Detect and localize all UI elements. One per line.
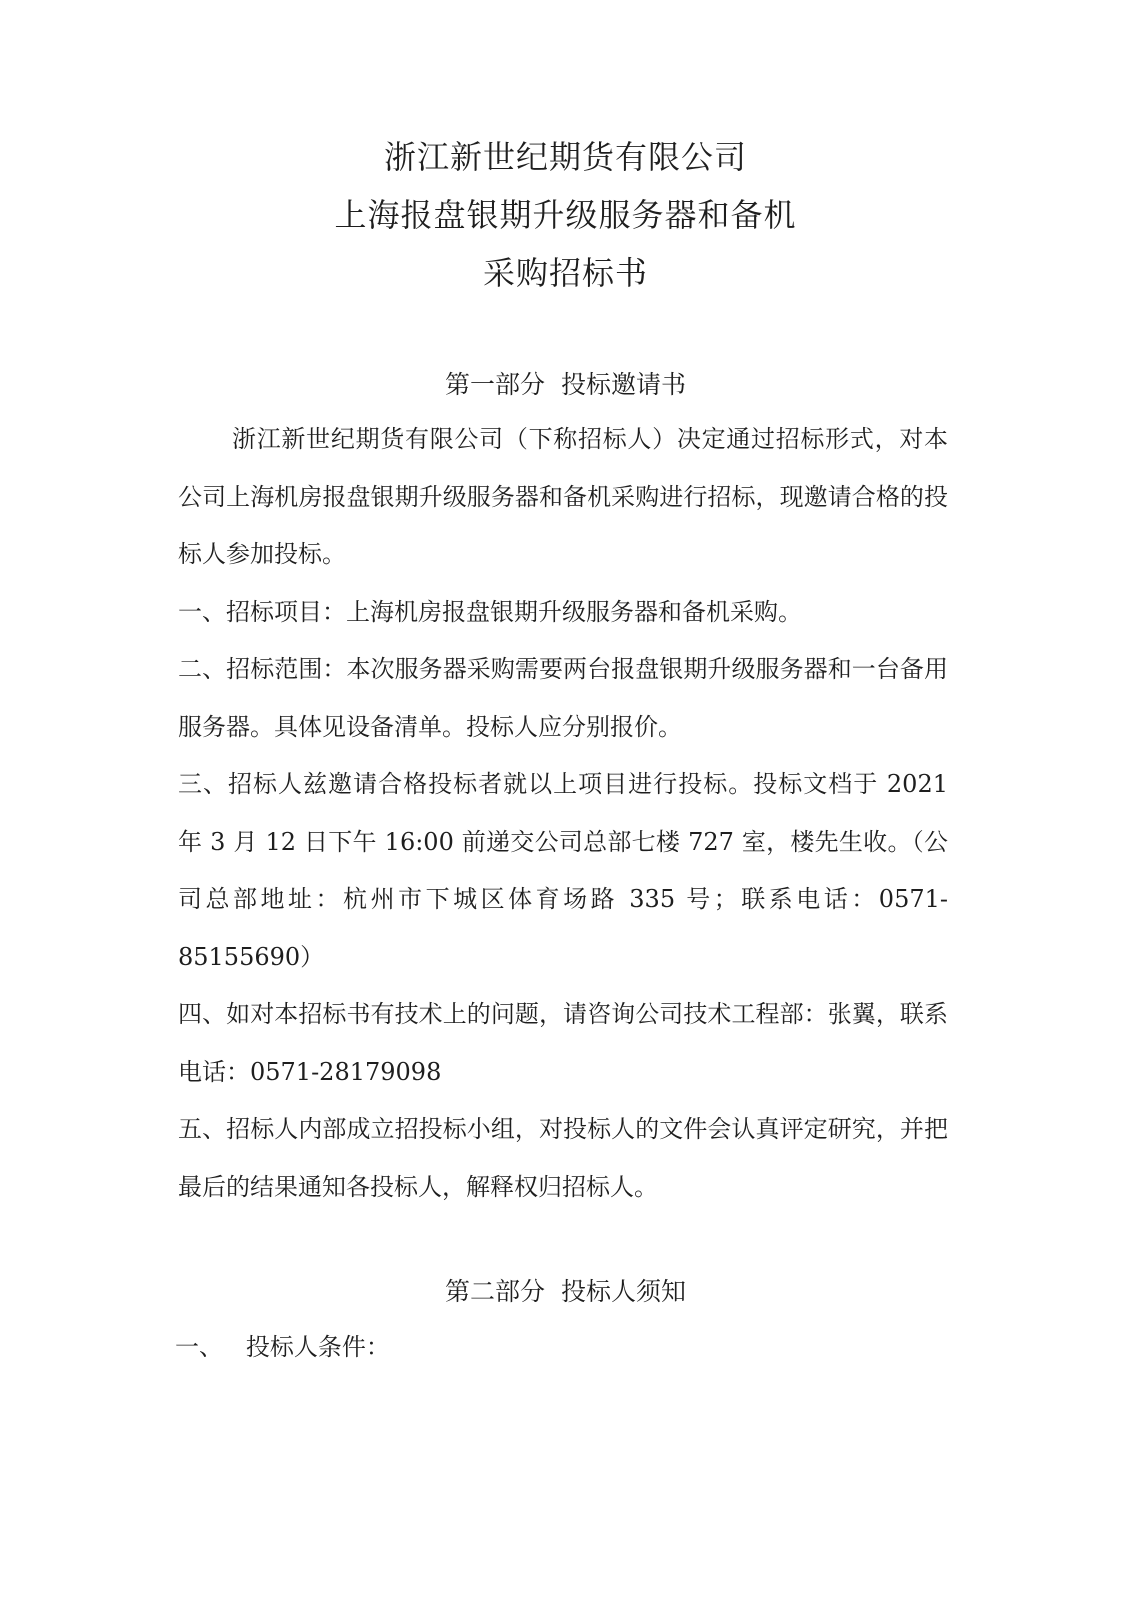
section-heading-part1: 第一部分 投标邀请书 bbox=[445, 370, 686, 399]
invitation-body bbox=[178, 411, 948, 1216]
title-subject: 上海报盘银期升级服务器和备机 bbox=[334, 196, 797, 234]
title-company: 浙江新世纪期货有限公司 bbox=[383, 138, 747, 176]
item-project: 一、招标项目：上海机房报盘银期升级服务器和备机采购。 bbox=[178, 597, 802, 626]
document-title bbox=[0, 128, 1131, 302]
item-submission: 三、招标人兹邀请合格投标者就以上项目进行投标。投标文档于 2021 年 3 月 12 日下午 16:00 前递交公司总部七楼 727 室，楼先生收。（公司总部地址：杭州市下城区体育场路 335 号；联系电话：0571-85155690） bbox=[178, 770, 948, 971]
intro-paragraph: 浙江新世纪期货有限公司（下称招标人）决定通过招标形式，对本公司上海机房报盘银期升级服务器和备机采购进行招标，现邀请合格的投标人参加投标。 bbox=[178, 425, 948, 568]
section-heading-part2: 第二部分 投标人须知 bbox=[445, 1277, 686, 1306]
item-scope: 二、招标范围：本次服务器采购需要两台报盘银期升级服务器和一台备用服务器。具体见设备清单。投标人应分别报价。 bbox=[178, 655, 948, 741]
item-evaluation: 五、招标人内部成立招投标小组，对投标人的文件会认真评定研究，并把最后的结果通知各投标人，解释权归招标人。 bbox=[178, 1115, 948, 1201]
item-technical-contact: 四、如对本招标书有技术上的问题，请咨询公司技术工程部：张翼，联系电话：0571-28179098 bbox=[178, 1000, 948, 1086]
bidder-conditions-heading: 一、 投标人条件： bbox=[175, 1333, 390, 1361]
title-doc-type: 采购招标书 bbox=[482, 254, 648, 292]
